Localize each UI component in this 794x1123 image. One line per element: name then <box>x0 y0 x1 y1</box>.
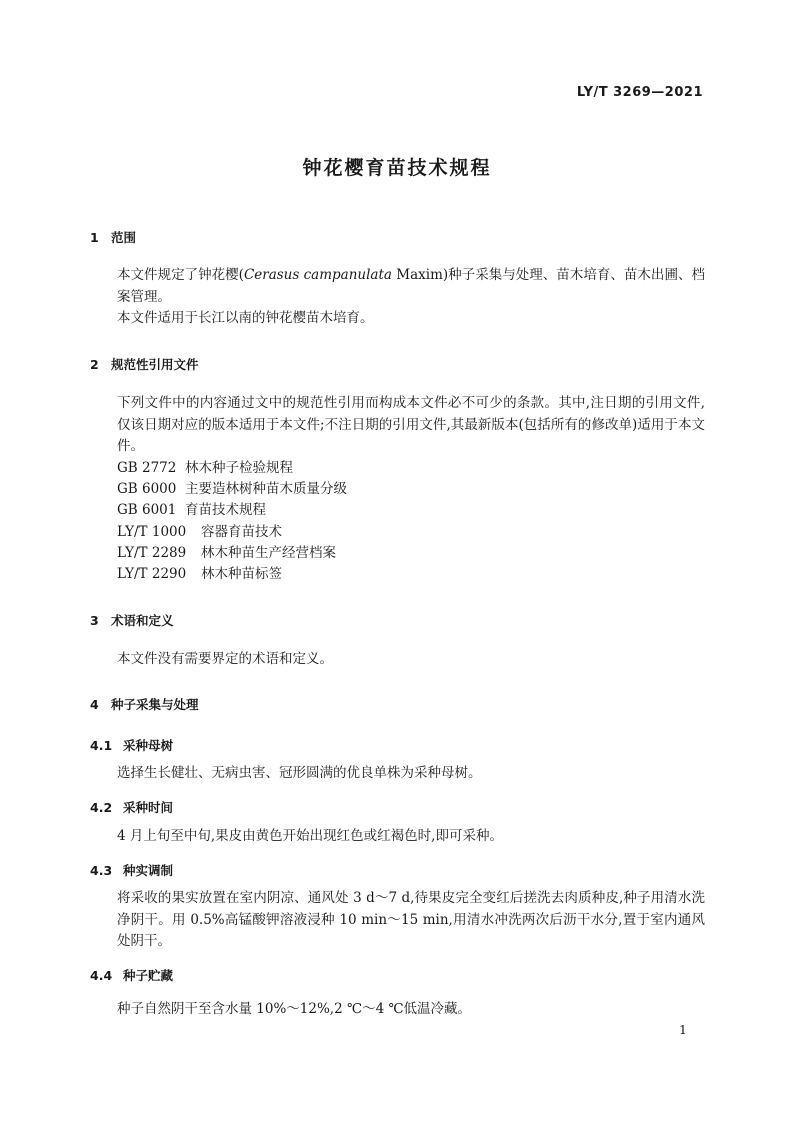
latin-name: Cerasus campanulata <box>243 267 392 283</box>
reference-item <box>117 564 282 585</box>
reference-title: 林木种苗标签 <box>201 566 282 582</box>
section-number: 4 <box>90 697 99 712</box>
reference-item <box>117 522 282 543</box>
reference-code: LY/T 2290 <box>117 566 187 582</box>
subsection-title: 采种时间 <box>123 800 174 815</box>
reference-code: GB 6001 <box>117 502 177 518</box>
subsection-title: 种子贮藏 <box>123 968 174 983</box>
subsection-heading-4-2 <box>90 798 173 816</box>
section-heading-1 <box>90 228 136 246</box>
reference-code: GB 2772 <box>117 460 177 476</box>
paragraph: 将采收的果实放置在室内阴凉、通风处 3 d～7 d,待果皮完全变红后搓洗去肉质种皮,种子用清水洗净阴干。用 0.5%高锰酸钾溶液浸种 10 min～15 min,用清水冲洗两次后沥干水分,置于室内通风处阴干。 <box>117 890 705 949</box>
subsection-4-4-body <box>90 999 705 1021</box>
reference-title: 主要造林树种苗木质量分级 <box>185 481 347 497</box>
reference-title: 容器育苗技术 <box>201 524 282 540</box>
standard-number: LY/T 3269—2021 <box>576 85 703 100</box>
section-title: 范围 <box>111 230 137 245</box>
reference-title: 林木种苗生产经营档案 <box>201 545 336 561</box>
section-number: 1 <box>90 230 99 245</box>
paragraph: 种子自然阴干至含水量 10%～12%,2 ℃～4 ℃低温冷藏。 <box>117 1001 472 1017</box>
section-number: 2 <box>90 357 99 372</box>
references-intro: 下列文件中的内容通过文中的规范性引用而构成本文件必不可少的条款。其中,注日期的引用文件,仅该日期对应的版本适用于本文件;不注日期的引用文件,其最新版本(包括所有的修改单)适用于本文件。 <box>117 395 705 454</box>
subsection-heading-4-1 <box>90 736 173 754</box>
section-2-intro <box>90 393 705 458</box>
section-title: 规范性引用文件 <box>111 357 199 372</box>
reference-item <box>117 543 336 564</box>
reference-item <box>117 500 266 521</box>
scope-text-a: 本文件规定了钟花樱( <box>117 267 244 283</box>
subsection-number: 4.4 <box>90 968 113 983</box>
subsection-heading-4-4 <box>90 966 173 984</box>
section-heading-4 <box>90 695 199 713</box>
subsection-4-2-body <box>90 826 705 848</box>
scope-text-b: Maxim)种子采集与处理、苗木培育、苗木出圃、档案管理。 <box>117 267 705 305</box>
reference-code: LY/T 2289 <box>117 545 187 561</box>
subsection-4-3-body <box>90 888 705 953</box>
subsection-number: 4.2 <box>90 800 113 815</box>
paragraph: 选择生长健壮、无病虫害、冠形圆满的优良单株为采种母树。 <box>117 765 482 781</box>
subsection-title: 采种母树 <box>123 738 174 753</box>
scope-paragraph-1 <box>90 265 705 308</box>
subsection-number: 4.1 <box>90 738 113 753</box>
subsection-number: 4.3 <box>90 863 113 878</box>
scope-paragraph-2: 本文件适用于长江以南的钟花樱苗木培育。 <box>117 310 374 326</box>
reference-code: GB 6000 <box>117 481 177 497</box>
reference-title: 林木种子检验规程 <box>185 460 293 476</box>
section-title: 种子采集与处理 <box>111 697 199 712</box>
section-1-body <box>90 265 705 330</box>
reference-item <box>117 458 293 479</box>
reference-title: 育苗技术规程 <box>185 502 266 518</box>
paragraph: 4 月上旬至中旬,果皮由黄色开始出现红色或红褐色时,即可采种。 <box>117 828 503 844</box>
reference-item <box>117 479 347 500</box>
subsection-4-1-body <box>90 763 705 785</box>
section-heading-3 <box>90 611 174 629</box>
page-number: 1 <box>679 1022 687 1037</box>
section-number: 3 <box>90 613 99 628</box>
terms-paragraph: 本文件没有需要界定的术语和定义。 <box>117 651 333 667</box>
section-title: 术语和定义 <box>111 613 174 628</box>
document-title: 钟花樱育苗技术规程 <box>302 157 492 179</box>
subsection-heading-4-3 <box>90 861 173 879</box>
reference-code: LY/T 1000 <box>117 524 187 540</box>
section-heading-2 <box>90 355 199 373</box>
subsection-title: 种实调制 <box>123 863 174 878</box>
section-3-body <box>90 649 705 671</box>
